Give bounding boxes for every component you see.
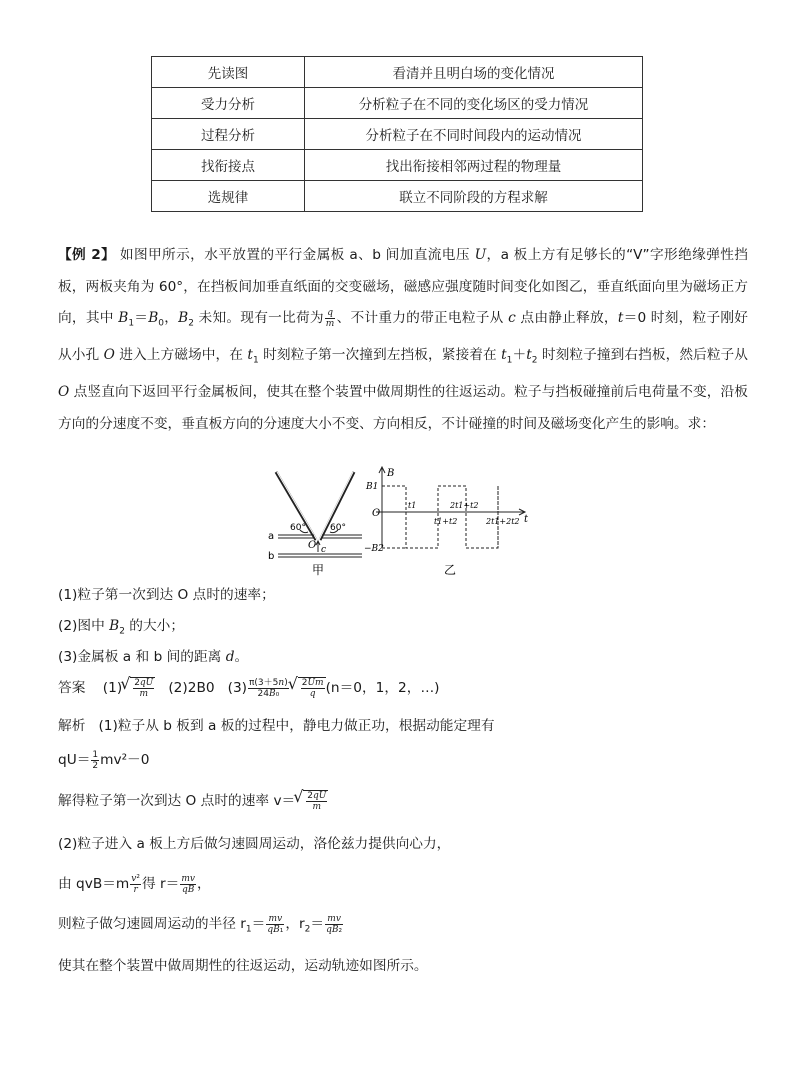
analysis-line-7: 使其在整个装置中做周期性的往返运动，运动轨迹如图所示。 [58,958,428,974]
plate-b-label: b [268,551,275,562]
origin-label: O [372,508,381,519]
angle-right-label: 60° [330,523,346,533]
figure-jia [276,472,362,557]
analysis-line-3: 解得粒子第一次到达 O 点时的速率 v＝ √ $\frac{2qU}{m}$ [58,789,328,812]
angle-left-label: 60° [290,523,306,533]
analysis-line-6: 则粒子做匀速圆周运动的半径 $r_1=$ $\frac{mv}{\text{qB₁}}$ ，$r_2=$ $\frac{mv}{\text{qB₂}}$ [58,913,343,935]
point-c-label: c [321,545,327,555]
figure-diagram [258,466,538,578]
figure-jia-label: 甲 [312,563,325,577]
tick-2t12t2-label: 2t1+2t2 [486,517,520,526]
axis-t-label: t [524,514,529,525]
table-row: 先读图 看清并且明白场的变化情况 [152,57,643,88]
table-row: 找衔接点 找出衔接相邻两过程的物理量 [152,150,643,181]
question-1: (1)粒子第一次到达 O 点时的速率； [58,587,275,603]
axis-b-label: B [387,468,395,479]
q-over-m: $\frac{q}{m}$ [325,307,335,329]
table-row: 过程分析 分析粒子在不同时间段内的运动情况 [152,119,643,150]
question-3: (3)金属板 a 和 b 间的距离 d。 [58,649,249,665]
analysis-line-5: 由 qvB＝m $\frac{\text{v²}}{r}$ 得 r＝ $\frac{mv}{qB}$ ， [58,873,211,895]
question-2: (2)图中 $B_2$ 的大小； [58,618,185,637]
plate-a-label: a [268,531,275,542]
figure-yi-label: 乙 [444,563,457,577]
point-o-label: O [308,540,317,551]
answer-line: 答案 (1) √ $\frac{2qU}{m}$ (2)2B0 (3) $\frac{\pi(3+5n)}{\text{24B₀}}$ √ $\frac{2Um}{q}$ (n＝0，1，2，…) [58,676,439,699]
tick-t1-label: t1 [408,501,417,510]
level-b1-label: B1 [366,482,379,492]
analysis-line-4: (2)粒子进入 a 板上方后做匀速圆周运动，洛伦兹力提供向心力， [58,836,451,852]
analysis-line-1: 解析 (1)粒子从 b 板到 a 板的过程中，静电力做正功，根据动能定理有 [58,718,495,734]
tick-t1t2-label: t1+t2 [434,517,458,526]
tick-2t1t2-label: 2t1+t2 [450,501,479,510]
level-b2-label: −B2 [364,544,384,554]
table-row: 受力分析 分析粒子在不同的变化场区的受力情况 [152,88,643,119]
table-row: 选规律 联立不同阶段的方程求解 [152,181,643,212]
example-paragraph: 【例 2】 如图甲所示，水平放置的平行金属板 a、b 间加直流电压 U，a 板上方有足够长的“V”字形绝缘弹性挡板，两板夹角为 60°，在挡板间加垂直纸面的交变磁场，磁感应强度随时间变化如图乙，垂直纸面向里为磁场正方向，其中 $B_1=B_0$，$B_2$ 未知。现有一比荷为 $\frac{q}{m}$ 、不计重力的带正电粒子从 c 点由静止释放，t＝0 时刻，粒子刚好从小孔 O 进入上方磁场中，在 $t_1$ 时刻粒子第一次撞到左挡板，紧接着在 $t_1+t_2$ 时刻粒子撞到右挡板，然后粒子从 O 点竖直向下返回平行金属板间，使其在整个装置中做周期性的往返运动。粒子与挡板碰撞前后电荷量不变，沿板方向的分速度不变，垂直板方向的分速度大小不变、方向相反，不计碰撞的时间及磁场变化产生的影响。求： [58,247,748,432]
analysis-line-2: qU＝ $\frac{1}{2}$ mv²－0 [58,749,150,771]
method-table [151,56,643,212]
